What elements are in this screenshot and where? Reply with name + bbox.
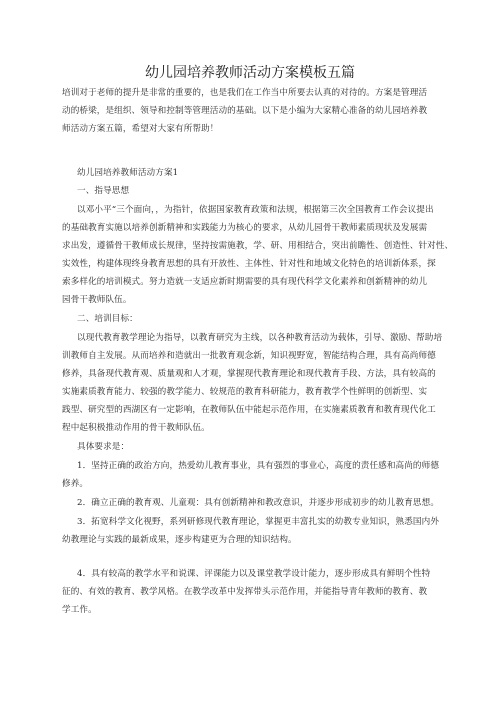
paragraph-line: 程中起积极推动作用的骨干教师队伍。 bbox=[62, 423, 210, 433]
intro-line: 师活动方案五篇，希望对大家有所帮助！ bbox=[62, 124, 219, 134]
paragraph-line: 训教师自主发展。从而培养和造就出一批教育观念新，知识视野宽，智能结构合理，具有高尚师德 bbox=[62, 351, 436, 361]
paragraph-line: 以现代教育教学理论为指导，以教育研究为主线，以各种教育活动为载体，引导、激励、帮助培 bbox=[77, 333, 443, 343]
paragraph-line: 实施素质教育能力、较强的教学能力、较规范的教育科研能力，教育教学个性鲜明的创新型、实 bbox=[62, 387, 428, 397]
paragraph-line: 以邓小平“三个面向，，为指针，依据国家教育政策和法规，根据第三次全国教育工作会议提出 bbox=[77, 205, 434, 215]
intro-line: 动的桥梁，是组织、领导和控制等管理活动的基础。以下是小编为大家精心准备的幼儿园培养教 bbox=[62, 106, 428, 116]
paragraph-line: 求出发，遵循骨干教师成长规律，坚持按需施教，学、研、用相结合，突出前瞻性、创造性、针对性、 bbox=[62, 241, 454, 251]
section-heading: 具体要求是： bbox=[77, 442, 130, 452]
paragraph-line: 园骨干教师队伍。 bbox=[62, 295, 132, 305]
document-title: 幼儿园培养教师活动方案模板五篇 bbox=[145, 65, 355, 81]
list-item-line: 2．确立正确的教育观、儿童观：具有创新精神和教改意识，并逐步形成初步的幼儿教育思想。 bbox=[77, 498, 440, 508]
list-item-line: 修养。 bbox=[62, 479, 89, 489]
intro-line: 培训对于老师的提升是非常的重要的，也是我们在工作当中所要去认真的对待的。方案是管理活 bbox=[62, 88, 428, 98]
paragraph-line: 实效性，构建体现终身教育思想的具有开放性、主体性、针对性和地域文化特色的培训新体系，探 bbox=[62, 259, 436, 269]
list-item-line: 1．坚持正确的政治方向，热爱幼儿教育事业，具有强烈的事业心，高度的责任感和高尚的师德 bbox=[77, 461, 440, 471]
list-item-line: 征的、有效的教育、教学风格。在教学改革中发挥带头示范作用，并能指导青年教师的教育、教 bbox=[62, 587, 428, 597]
paragraph-line: 修养，具备现代教育观、质量观和人才观，掌握现代教育理论和现代教育手段、方法，具有较高的 bbox=[62, 369, 436, 379]
paragraph-line: 的基础教育实施以培养创新精神和实践能力为核心的要求，从幼儿园骨干教师素质现状及发展需 bbox=[62, 223, 428, 233]
list-item-line: 学工作。 bbox=[62, 605, 97, 615]
paragraph-line: 索多样化的培训模式。努力造就一支适应新时期需要的具有现代科学文化素养和创新精神的幼儿 bbox=[62, 277, 428, 287]
list-item-line: 幼教理论与实践的最新成果，逐步构建更为合理的知识结构。 bbox=[62, 535, 297, 545]
paragraph-line: 践型、研究型的西湖区有一定影响，在教师队伍中能起示范作用，在实施素质教育和教育现代化工 bbox=[62, 405, 436, 415]
section-heading: 二、培训目标： bbox=[77, 314, 138, 324]
list-item-line: 4．具有较高的教学水平和说课、评课能力以及课堂教学设计能力，逐步形成具有鲜明个性特 bbox=[77, 569, 431, 579]
list-item-line: 3．拓宽科学文化视野，系列研修现代教育理论，掌握更丰富扎实的幼教专业知识，熟悉国内外 bbox=[77, 517, 440, 527]
section-heading: 幼儿园培养教师活动方案1 bbox=[77, 168, 179, 178]
section-heading: 一、指导思想 bbox=[77, 186, 130, 196]
